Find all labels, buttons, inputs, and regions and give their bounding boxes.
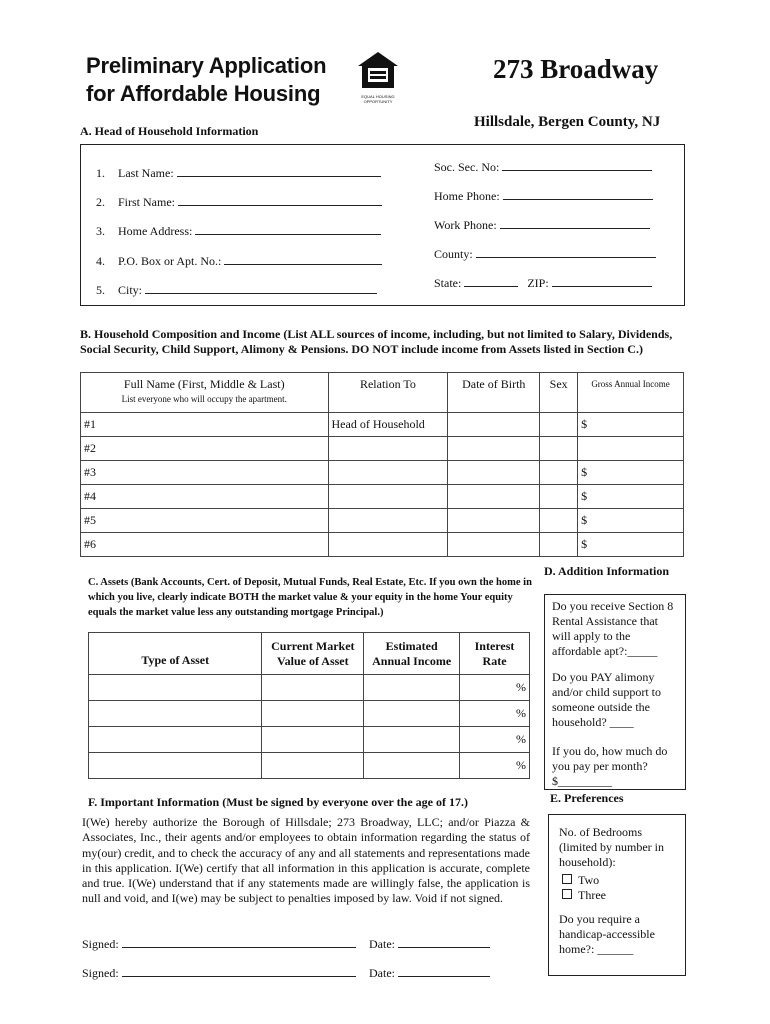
household-table: [80, 372, 684, 557]
checkbox-three[interactable]: [562, 889, 572, 899]
row-sex[interactable]: [540, 485, 578, 509]
asset-type-cell[interactable]: [89, 701, 262, 727]
alimony-question[interactable]: Do you PAY alimony and/or child support to someone outside the household? ____: [552, 670, 661, 729]
table-row[interactable]: [89, 701, 530, 727]
col-name-label: Full Name (First, Middle & Last): [123, 377, 285, 391]
row-relation[interactable]: [328, 533, 448, 557]
row-dob[interactable]: [448, 437, 540, 461]
interest-rate-cell[interactable]: %: [460, 727, 530, 753]
row-num: #3: [81, 461, 329, 485]
row-num: #5: [81, 509, 329, 533]
field-num: 3.: [96, 224, 105, 238]
row-relation[interactable]: [328, 437, 448, 461]
date-label: Date:: [369, 966, 395, 980]
row-dob[interactable]: [448, 461, 540, 485]
row-num: #4: [81, 485, 329, 509]
bedrooms-label: No. of Bedrooms (limited by number in household):: [559, 825, 664, 869]
row-sex[interactable]: [540, 461, 578, 485]
county-field[interactable]: [434, 247, 656, 262]
row-dob[interactable]: [448, 413, 540, 437]
interest-rate-cell[interactable]: %: [460, 701, 530, 727]
row-sex[interactable]: [540, 437, 578, 461]
equal-housing-house-icon: [356, 50, 400, 90]
field-label: State:: [434, 276, 462, 290]
row-num: #6: [81, 533, 329, 557]
section8-question[interactable]: Do you receive Section 8 Rental Assistance that will apply to the affordable apt?:_____: [552, 599, 674, 658]
state-zip-field[interactable]: [434, 276, 652, 291]
row-relation[interactable]: [328, 509, 448, 533]
title-line-2: for Affordable Housing: [86, 81, 321, 106]
po-box-field[interactable]: [96, 254, 382, 269]
home-address-field[interactable]: [96, 224, 381, 239]
row-num: #2: [81, 437, 329, 461]
date-line-1[interactable]: [369, 937, 490, 952]
table-row[interactable]: [81, 485, 684, 509]
row-income[interactable]: $: [578, 485, 684, 509]
market-value-cell[interactable]: [262, 701, 364, 727]
col-name-sub: List everyone who will occupy the apartment.: [121, 394, 287, 404]
field-label: P.O. Box or Apt. No.:: [118, 254, 222, 268]
field-label: First Name:: [118, 195, 175, 209]
annual-income-cell[interactable]: [364, 727, 460, 753]
row-income[interactable]: $: [578, 461, 684, 485]
title-line-1: Preliminary Application: [86, 53, 327, 78]
row-income[interactable]: [578, 437, 684, 461]
section-e-box: [548, 814, 686, 976]
row-income[interactable]: $: [578, 533, 684, 557]
section-a-heading: A. Head of Household Information: [80, 124, 259, 138]
table-row[interactable]: [89, 675, 530, 701]
row-dob[interactable]: [448, 509, 540, 533]
col-annual-income-1: Estimated: [385, 638, 438, 653]
field-label: Work Phone:: [434, 218, 497, 232]
logo-text: EQUAL HOUSING OPPORTUNITY: [361, 94, 395, 104]
date-line-2[interactable]: [369, 966, 490, 981]
table-row[interactable]: [81, 437, 684, 461]
option-three-label: Three: [578, 888, 606, 902]
interest-rate-cell[interactable]: %: [460, 675, 530, 701]
section-d-heading: D. Addition Information: [544, 564, 670, 578]
table-row[interactable]: [89, 753, 530, 779]
annual-income-cell[interactable]: [364, 753, 460, 779]
section-b-heading: B. Household Composition and Income (List ALL sources of income, including, but not limited to Salary, Dividends, Social Security, Child Support, Alimony & Pensions. DO NOT include income from Assets listed in Section C.): [80, 327, 673, 356]
col-interest-rate-2: Rate: [482, 653, 507, 668]
col-market-value: [262, 633, 364, 675]
assets-table-header: [89, 633, 530, 675]
col-name: [81, 373, 329, 413]
signature-line-2[interactable]: [82, 966, 356, 981]
work-phone-field[interactable]: [434, 218, 650, 233]
section-f-heading: F. Important Information (Must be signed by everyone over the age of 17.): [88, 795, 468, 809]
signature-line-1[interactable]: [82, 937, 356, 952]
property-town: Hillsdale, Bergen County, NJ: [474, 114, 661, 130]
col-dob: Date of Birth: [448, 373, 540, 413]
row-dob[interactable]: [448, 533, 540, 557]
last-name-field[interactable]: [96, 166, 381, 181]
col-sex: Sex: [540, 373, 578, 413]
table-row[interactable]: [81, 533, 684, 557]
row-num: #1: [81, 413, 329, 437]
col-annual-income-2: Annual Income: [372, 653, 452, 668]
col-annual-income: [364, 633, 460, 675]
col-interest-rate-1: Interest: [474, 638, 515, 653]
field-label: Last Name:: [118, 166, 174, 180]
row-income[interactable]: $: [578, 509, 684, 533]
table-row[interactable]: [81, 509, 684, 533]
market-value-cell[interactable]: [262, 753, 364, 779]
row-relation[interactable]: [328, 485, 448, 509]
col-interest-rate: [460, 633, 530, 675]
signed-label: Signed:: [82, 966, 119, 980]
field-label: Soc. Sec. No:: [434, 160, 500, 174]
section-d-box: [544, 594, 686, 790]
row-sex[interactable]: [540, 509, 578, 533]
section-c-heading: C. Assets (Bank Accounts, Cert. of Deposit, Mutual Funds, Real Estate, Etc. If you own the home in which you live, clearly indicate BOTH the market value & your equity in the home Your equity equals the market value less any outstanding mortgage Principal.): [88, 577, 532, 618]
handicap-question[interactable]: Do you require a handicap-accessible home?: ______: [559, 912, 655, 956]
authorization-text: I(We) hereby authorize the Borough of Hillsdale; 273 Broadway, LLC; and/or Piazza & Associates, Inc., their agents and/or employees to obtain information regarding the status of my(our) credit, and to check the accuracy of any and all statements and representations made in this application. I(We) certify that all information in this application is accurate, complete and true. I(We) understand that if any statements made are willingly false, the application is null and void, and I(we) may be subject to penalties imposed by law. Void if not signed.: [82, 815, 530, 906]
row-income[interactable]: $: [578, 413, 684, 437]
option-two-label: Two: [578, 873, 600, 887]
asset-type-cell[interactable]: [89, 727, 262, 753]
option-three[interactable]: [559, 888, 679, 903]
date-label: Date:: [369, 937, 395, 951]
field-label: Home Address:: [118, 224, 193, 238]
annual-income-cell[interactable]: [364, 701, 460, 727]
col-asset-type: Type of Asset: [89, 633, 262, 675]
property-address: 273 Broadway: [493, 54, 659, 84]
field-num: 1.: [96, 166, 105, 180]
section-e-heading: E. Preferences: [550, 791, 624, 805]
table-row[interactable]: [81, 461, 684, 485]
row-dob[interactable]: [448, 485, 540, 509]
row-relation[interactable]: [328, 461, 448, 485]
home-phone-field[interactable]: [434, 189, 653, 204]
field-label: Home Phone:: [434, 189, 500, 203]
equal-housing-logo: [356, 50, 400, 102]
row-sex[interactable]: [540, 413, 578, 437]
asset-type-cell[interactable]: [89, 753, 262, 779]
option-two[interactable]: [559, 873, 679, 888]
signed-label: Signed:: [82, 937, 119, 951]
table-row[interactable]: [89, 727, 530, 753]
ssn-field[interactable]: [434, 160, 652, 175]
field-num: 2.: [96, 195, 105, 209]
col-market-value-2: Value of Asset: [277, 653, 349, 668]
row-relation: Head of Household: [328, 413, 448, 437]
table-row[interactable]: [81, 413, 684, 437]
asset-type-cell[interactable]: [89, 675, 262, 701]
first-name-field[interactable]: [96, 195, 382, 210]
city-field[interactable]: [96, 283, 377, 298]
field-label: County:: [434, 247, 473, 261]
market-value-cell[interactable]: [262, 727, 364, 753]
field-label: City:: [118, 283, 143, 297]
col-income: Gross Annual Income: [578, 373, 684, 413]
page-title: [86, 52, 326, 108]
household-table-header: [81, 373, 684, 413]
interest-rate-cell[interactable]: %: [460, 753, 530, 779]
col-market-value-1: Current Market: [271, 638, 355, 653]
field-num: 4.: [96, 254, 105, 268]
row-sex[interactable]: [540, 533, 578, 557]
field-num: 5.: [96, 283, 105, 297]
annual-income-cell[interactable]: [364, 675, 460, 701]
monthly-payment-input[interactable]: $_________: [552, 774, 612, 788]
field-label: ZIP:: [527, 276, 549, 290]
monthly-payment-question: If you do, how much do you pay per month?: [552, 744, 668, 773]
market-value-cell[interactable]: [262, 675, 364, 701]
col-relation: Relation To: [328, 373, 448, 413]
assets-table: [88, 632, 530, 779]
checkbox-two[interactable]: [562, 874, 572, 884]
